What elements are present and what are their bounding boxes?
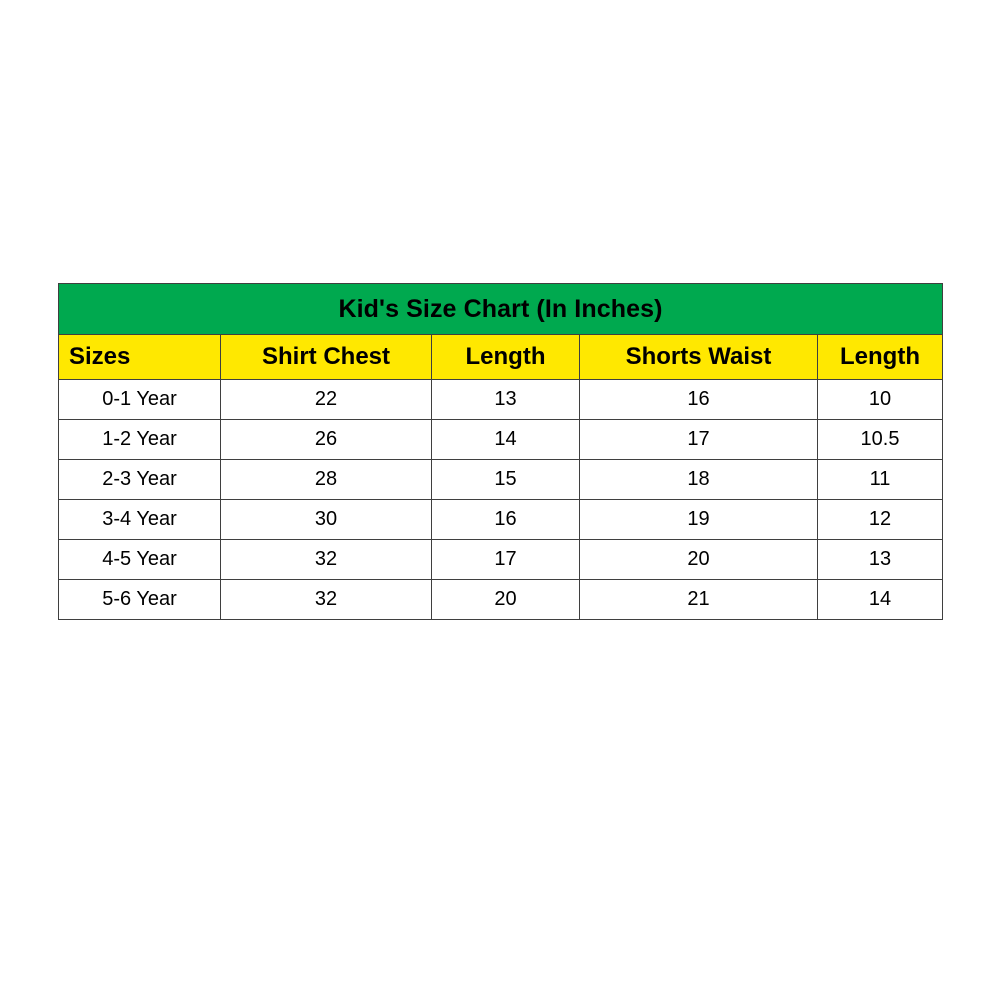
cell-shirt-length: 15: [432, 460, 580, 500]
table-row: [59, 500, 943, 540]
cell-shirt-length: 20: [432, 580, 580, 620]
cell-shorts-length: 10: [818, 380, 943, 420]
cell-shirt-chest: 28: [221, 460, 432, 500]
cell-size: 5-6 Year: [59, 580, 221, 620]
cell-shorts-waist: 17: [580, 420, 818, 460]
cell-shorts-waist: 21: [580, 580, 818, 620]
column-header-shirt-chest: Shirt Chest: [221, 335, 432, 380]
cell-shorts-length: 12: [818, 500, 943, 540]
cell-shirt-chest: 22: [221, 380, 432, 420]
cell-shirt-length: 14: [432, 420, 580, 460]
cell-shorts-waist: 18: [580, 460, 818, 500]
cell-shirt-chest: 32: [221, 540, 432, 580]
cell-shirt-chest: 30: [221, 500, 432, 540]
table-title-row: [59, 284, 943, 335]
cell-shorts-length: 11: [818, 460, 943, 500]
cell-shorts-waist: 20: [580, 540, 818, 580]
table-row: [59, 460, 943, 500]
cell-size: 4-5 Year: [59, 540, 221, 580]
table-row: [59, 420, 943, 460]
table-row: [59, 380, 943, 420]
table-header-row: [59, 335, 943, 380]
column-header-sizes: Sizes: [59, 335, 221, 380]
cell-shirt-chest: 32: [221, 580, 432, 620]
cell-size: 3-4 Year: [59, 500, 221, 540]
cell-shorts-length: 10.5: [818, 420, 943, 460]
cell-size: 0-1 Year: [59, 380, 221, 420]
table-row: [59, 580, 943, 620]
cell-shirt-length: 16: [432, 500, 580, 540]
table-row: [59, 540, 943, 580]
cell-shirt-chest: 26: [221, 420, 432, 460]
column-header-shorts-waist: Shorts Waist: [580, 335, 818, 380]
cell-shorts-waist: 16: [580, 380, 818, 420]
cell-shorts-length: 14: [818, 580, 943, 620]
column-header-shorts-length: Length: [818, 335, 943, 380]
chart-title: Kid's Size Chart (In Inches): [59, 284, 943, 335]
cell-size: 1-2 Year: [59, 420, 221, 460]
cell-shirt-length: 13: [432, 380, 580, 420]
cell-shorts-waist: 19: [580, 500, 818, 540]
cell-shirt-length: 17: [432, 540, 580, 580]
size-chart-container: [58, 283, 942, 620]
size-chart-table: [58, 283, 943, 620]
cell-size: 2-3 Year: [59, 460, 221, 500]
column-header-shirt-length: Length: [432, 335, 580, 380]
cell-shorts-length: 13: [818, 540, 943, 580]
